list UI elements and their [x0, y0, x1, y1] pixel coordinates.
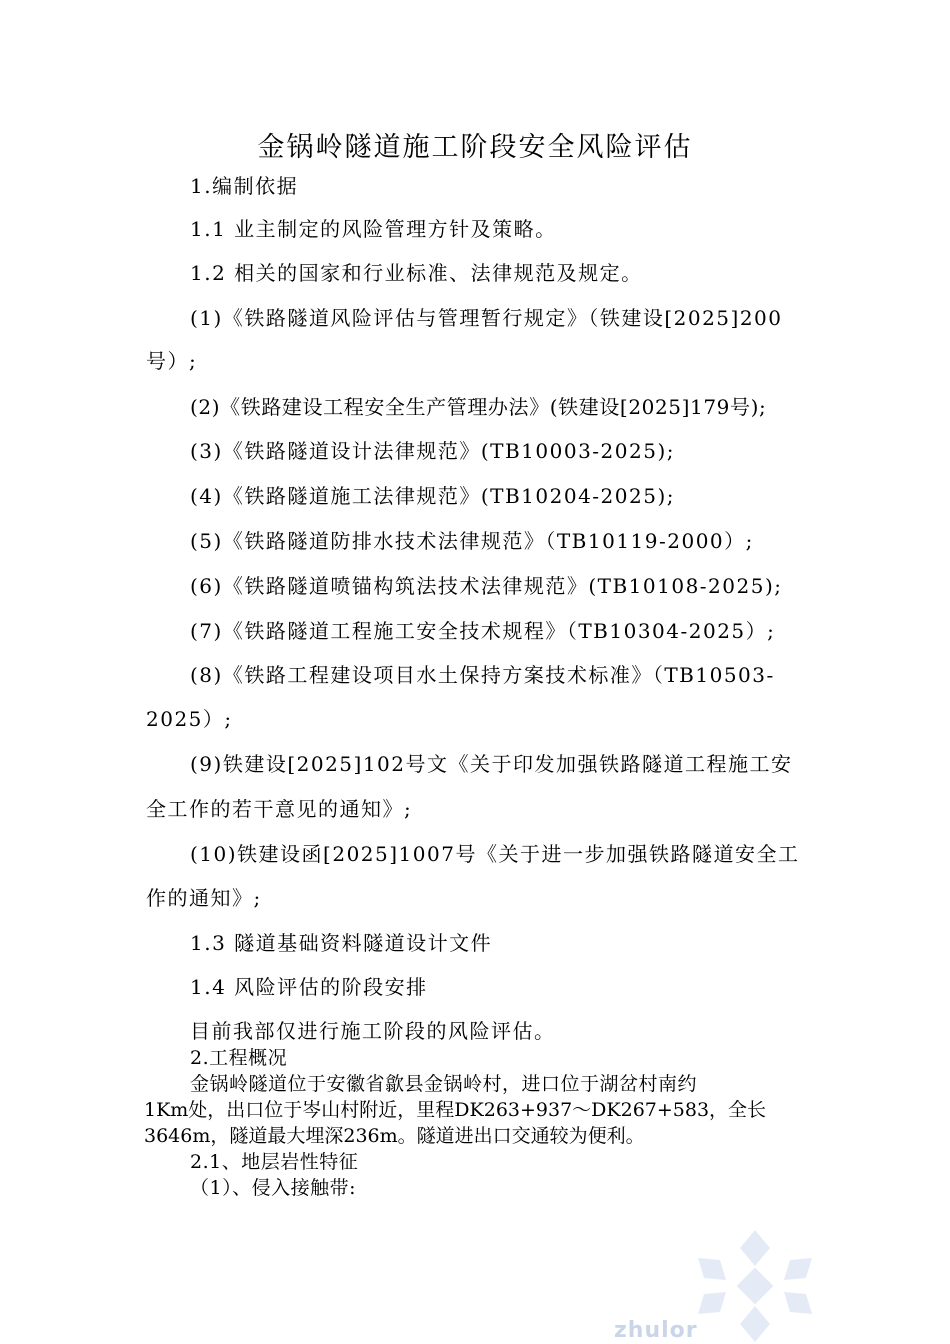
section-heading: 2.工程概况	[190, 1047, 288, 1069]
reference-item: (7)《铁路隧道工程施工安全技术规程》（TB10304-2025）;	[190, 619, 776, 643]
paragraph-line: 1.2 相关的国家和行业标准、法律规范及规定。	[190, 261, 643, 285]
reference-item: (5)《铁路隧道防排水技术法律规范》（TB10119-2000）;	[190, 529, 754, 553]
reference-item: (9)铁建设[2025]102号文《关于印发加强铁路隧道工程施工安	[190, 752, 793, 776]
section-heading: 1.编制依据	[190, 174, 299, 198]
document-title: 金锅岭隧道施工阶段安全风险评估	[257, 132, 693, 163]
paragraph-line: 3646m，隧道最大埋深236m。隧道进出口交通较为便利。	[144, 1125, 645, 1147]
snowflake-watermark-icon	[690, 1228, 820, 1344]
paragraph-line: 1.1 业主制定的风险管理方针及策略。	[190, 217, 557, 241]
paragraph-line: 1.4 风险评估的阶段安排	[190, 975, 428, 999]
paragraph-line: 目前我部仅进行施工阶段的风险评估。	[190, 1019, 556, 1043]
paragraph-line: 金锅岭隧道位于安徽省歙县金锅岭村，进口位于湖岔村南约	[190, 1073, 698, 1095]
reference-item-continuation: 全工作的若干意见的通知》;	[146, 797, 413, 821]
section-heading: 2.1、地层岩性特征	[190, 1151, 359, 1173]
reference-item-continuation: 2025）;	[146, 707, 233, 731]
paragraph-line: 1Km处，出口位于岑山村附近，里程DK263+937～DK267+583，全长	[144, 1099, 767, 1121]
reference-item: (4)《铁路隧道施工法律规范》(TB10204-2025);	[190, 484, 675, 508]
reference-item: (3)《铁路隧道设计法律规范》(TB10003-2025);	[190, 439, 675, 463]
watermark-text: zhulor	[614, 1318, 698, 1343]
reference-item: (10)铁建设函[2025]1007号《关于进一步加强铁路隧道安全工	[190, 842, 800, 866]
reference-item-continuation: 号）;	[146, 349, 198, 373]
reference-item: (1)《铁路隧道风险评估与管理暂行规定》（铁建设[2025]200	[190, 306, 783, 330]
paragraph-line: （1）、侵入接触带:	[190, 1177, 356, 1199]
reference-item: (6)《铁路隧道喷锚构筑法技术法律规范》(TB10108-2025);	[190, 574, 783, 598]
reference-item: (2)《铁路建设工程安全生产管理办法》(铁建设[2025]179号);	[190, 395, 767, 419]
paragraph-line: 1.3 隧道基础资料隧道设计文件	[190, 931, 493, 955]
reference-item-continuation: 作的通知》;	[146, 886, 262, 910]
reference-item: (8)《铁路工程建设项目水土保持方案技术标准》（TB10503-	[190, 663, 775, 687]
